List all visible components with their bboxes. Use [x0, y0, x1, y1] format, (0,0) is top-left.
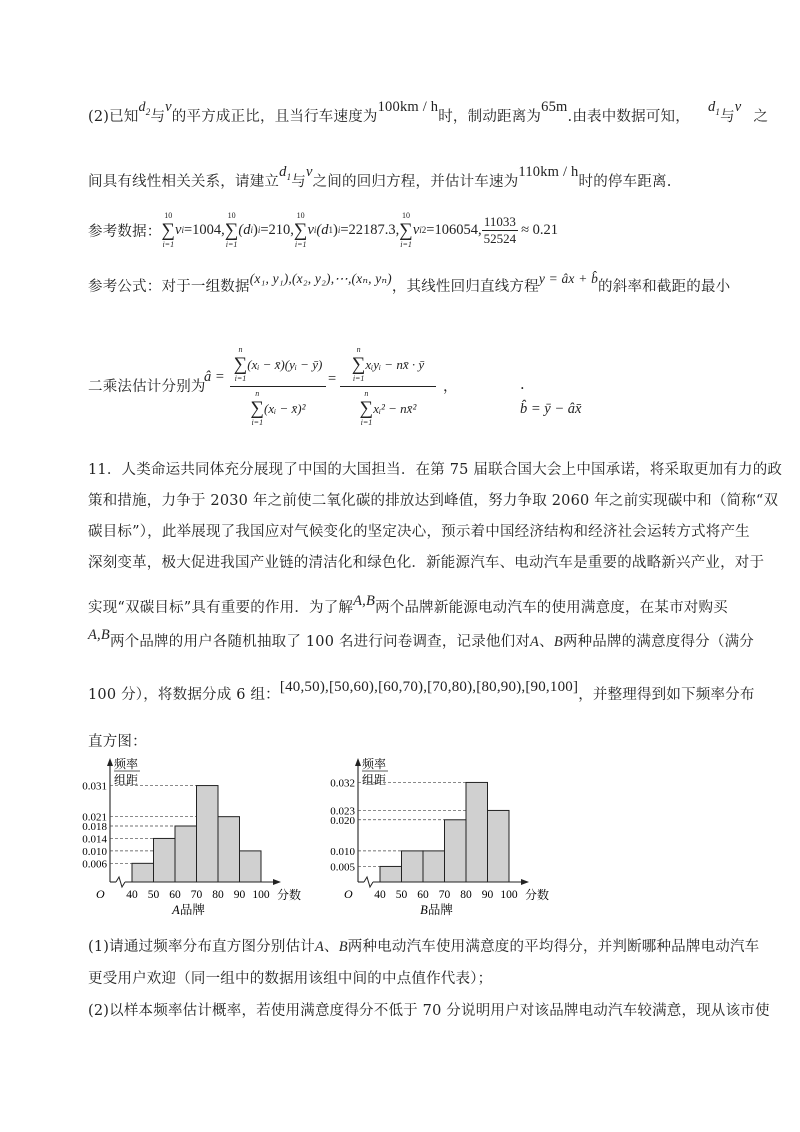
ref-expr2-sub: i — [250, 225, 253, 235]
q11-line1: 11．人类命运共同体充分展现了中国的大国担当．在第 75 届联合国大会上中国承诺，将采取更加有力的政 — [88, 462, 783, 478]
q10-line2-speed: 110km / h — [518, 164, 579, 180]
ref-expr2-close: ) — [252, 221, 258, 238]
sum-top: 10 — [296, 210, 305, 220]
ref-formula-label: 参考公式：对于一组数据 — [88, 278, 250, 295]
q10-line2-d1-sub: 1 — [286, 171, 292, 182]
axis-break-icon — [116, 877, 125, 887]
q11-line5-b: 两个品牌新能源电动汽车的使用满意度，在某市对购买 — [375, 600, 728, 616]
ref-fraction — [482, 214, 519, 247]
ref-sum-1 — [162, 211, 176, 250]
x-tick-label: 70 — [190, 889, 203, 901]
y-axis-arrow-icon — [107, 758, 113, 766]
sum-top: n — [356, 345, 361, 354]
x-tick-label: 80 — [460, 889, 472, 901]
ols-a-hat: â = — [204, 369, 225, 385]
ols-period: . — [520, 377, 525, 393]
x-tick-label: 90 — [481, 889, 494, 901]
ref-expr1-sub: i — [181, 225, 184, 235]
y-tick-label: 0.021 — [82, 811, 107, 824]
chart-title-letter: A — [172, 903, 180, 917]
ref-formula-tail: 的斜率和截距的最小 — [598, 278, 731, 295]
ref-val2: =210, — [260, 221, 294, 238]
sum-bottom: i=1 — [352, 374, 365, 383]
ref-frac-den: 52524 — [483, 230, 517, 246]
ref-val1: =1004, — [184, 221, 225, 238]
sigma-icon: ∑ — [233, 354, 248, 375]
ref-expr3-close: ) — [332, 221, 338, 238]
ref-expr4-sub: i — [419, 225, 422, 235]
y-tick-label: 0.010 — [82, 845, 107, 858]
sum-bottom: i=1 — [234, 374, 247, 383]
q11-sub1-line2: 更受用户欢迎（同一组中的数据用该组中间的中点值作代表）； — [88, 971, 493, 987]
q10-line1-d1-letter: d — [707, 99, 716, 115]
q10-line1-v1: v — [165, 99, 172, 115]
ols-num1: (xᵢ − x̄)(yᵢ − ȳ) — [247, 356, 323, 372]
histogram-a — [70, 758, 330, 918]
ols-comma: ， — [443, 379, 458, 395]
q11-line6-a: 两个品牌的用户各随机抽取了 100 名进行问卷调查，记录他们对 — [109, 634, 531, 650]
ref-approx: ≈ 0.21 — [521, 221, 559, 238]
sum-top: n — [364, 389, 369, 398]
y-label-top: 频率 — [362, 758, 387, 771]
ols-b-hat: b̂ = ȳ − âx̄ — [520, 401, 582, 417]
q11-line7-a: 100 分），将数据分成 6 组： — [88, 687, 280, 703]
histogram-bar — [423, 851, 445, 882]
y-axis-arrow-icon — [355, 758, 361, 766]
sum-bottom: i=1 — [251, 418, 264, 427]
x-tick-label: 80 — [212, 889, 224, 901]
ols-sum-3 — [352, 345, 366, 384]
ref-frac-num: 11033 — [482, 214, 519, 231]
q11-line6-b: 两种品牌的满意度得分（满分 — [562, 634, 754, 650]
ols-fraction-2 — [340, 345, 436, 428]
ols-sum-1 — [234, 345, 248, 384]
sub1-A: A — [314, 939, 325, 955]
x-axis-label: 分数 — [277, 888, 302, 902]
y-tick-label: 0.032 — [330, 777, 355, 790]
histogram-bar — [154, 838, 176, 882]
y-tick-label: 0.005 — [330, 861, 355, 874]
chart-title — [171, 902, 205, 917]
sigma-icon: ∑ — [359, 398, 374, 419]
histogram-b — [318, 758, 578, 918]
q10-line1 — [88, 99, 769, 129]
histogram-bar — [240, 851, 262, 882]
ref-expr3-d: (d — [316, 221, 329, 238]
q11-line6-sep: 、 — [539, 634, 554, 650]
y-tick-label: 0.006 — [82, 858, 107, 871]
q10-line2-text1: 间具有线性相关关系，请建立 — [88, 174, 280, 190]
q10-line2-text3: 时的停车距离. — [578, 174, 672, 190]
q10-ref-formula — [88, 272, 730, 298]
q10-line1-mid: 的平方成正比，且当行车速度为 — [171, 109, 378, 125]
ols-den1: (xᵢ − x̄)² — [264, 400, 306, 416]
y-tick-label: 0.020 — [330, 814, 355, 827]
q10-line1-mid2: 时，制动距离为 — [438, 109, 542, 125]
q11-sub2-line1: (2)以样本频率估计概率，若使用满意度得分不低于 70 分说明用户对该品牌电动汽车较满意，现从该市使 — [88, 1003, 770, 1019]
q11-line2: 策和措施，力争于 2030 年之前使二氧化碳的排放达到峰值，努力争取 2060 年之前实现碳中和（简称“双 — [88, 493, 779, 509]
q10-line1-tail: 之 — [753, 109, 769, 125]
ols-den2: xᵢ² − nx̄² — [373, 400, 417, 416]
ref-sum-3 — [294, 211, 308, 250]
ols-sum-4 — [360, 389, 374, 428]
q11-line5-a: 实现“双碳目标”具有重要的作用．为了解 — [88, 600, 354, 616]
y-label-bottom: 组距 — [114, 773, 139, 787]
sigma-icon: ∑ — [161, 219, 176, 241]
x-tick-label: 40 — [374, 889, 386, 901]
histogram-bar — [402, 851, 424, 882]
histogram-bar — [466, 782, 488, 882]
ref-expr3-d-sub: 1 — [328, 225, 333, 235]
y-tick-label: 0.018 — [82, 821, 107, 833]
q10-line2-d1-letter: d — [279, 164, 287, 180]
x-axis-arrow-icon — [521, 879, 529, 885]
chart-title-rest: 品牌 — [427, 903, 453, 917]
histogram-bar — [445, 820, 467, 882]
sigma-icon: ∑ — [293, 219, 308, 241]
q11-line4: 深刻变革，极大促进我国产业链的清洁化和绿色化．新能源汽车、电动汽车是重要的战略新兴产业，对于 — [88, 555, 765, 571]
q11-line6 — [88, 627, 754, 658]
x-tick-label: 50 — [395, 889, 408, 901]
ols-sum-2 — [251, 389, 265, 428]
ref-formula-mid: ，其线性回归直线方程 — [391, 278, 539, 295]
ref-expr2-sub2: i — [257, 225, 261, 235]
x-tick-label: 40 — [126, 889, 138, 901]
y-tick-label: 0.014 — [82, 833, 107, 846]
x-axis-arrow-icon — [273, 879, 281, 885]
q10-line1-mid3: .由表中数据可知， — [567, 109, 690, 125]
q11-line8: 直方图： — [88, 734, 147, 750]
q10-line1-d1 — [708, 99, 720, 115]
ols-prefix: 二乘法估计分别为 — [88, 379, 206, 395]
histogram-bar — [380, 866, 402, 882]
ref-expr4-sup: 2 — [421, 225, 427, 235]
y-label-bottom: 组距 — [362, 773, 387, 787]
ref-formula-dataset: (x₁, y₁),(x₂, y₂),⋯,(xₙ, yₙ) — [249, 271, 392, 286]
q11-line3: 碳目标”），此举展现了我国应对气候变化的坚定决心，预示着中国经济结构和经济社会运转方式将产生 — [88, 524, 750, 540]
q10-line1-yu1: 与 — [150, 109, 166, 125]
ref-expr3-sub2: i — [337, 225, 341, 235]
x-tick-label: 70 — [438, 889, 451, 901]
q10-line1-prefix: (2)已知 — [88, 109, 139, 125]
q11-line7-intervals: [40,50),[50,60),[60,70),[70,80),[80,90),[90,100] — [279, 679, 579, 695]
y-tick-label: 0.023 — [330, 805, 355, 818]
ref-data-label: 参考数据： — [88, 223, 162, 240]
sub1-sep: 、 — [324, 939, 339, 955]
ref-formula-equation: y = âx + b̂ — [538, 271, 599, 286]
sum-bottom: i=1 — [400, 239, 412, 249]
axis-break-icon — [364, 877, 373, 887]
q10-line2-d1 — [279, 164, 291, 180]
q10-line1-yu2: 与 — [720, 109, 735, 125]
x-tick-label: 60 — [169, 889, 181, 901]
ols-equals: = — [328, 371, 337, 387]
sigma-icon: ∑ — [250, 398, 265, 419]
sigma-icon: ∑ — [224, 219, 239, 241]
x-tick-label: 90 — [233, 889, 246, 901]
q10-line1-d2-letter: d — [138, 100, 146, 115]
sigma-icon: ∑ — [399, 219, 413, 241]
ref-val3: =22187.3, — [340, 221, 400, 238]
q11-line7-b: ，并整理得到如下频率分布 — [578, 687, 755, 703]
q11-line6-A: A — [530, 634, 540, 650]
chart-title-letter: B — [420, 903, 428, 917]
sum-bottom: i=1 — [162, 239, 175, 249]
q11-line6-B: B — [553, 634, 563, 650]
ref-expr3: v — [307, 221, 314, 238]
q10-line2-yu: 与 — [291, 174, 306, 190]
ref-expr2: (d — [238, 221, 251, 238]
q10-line2 — [88, 164, 672, 194]
sum-bottom: i=1 — [294, 239, 307, 249]
sum-top: 10 — [402, 210, 411, 220]
sub1-b: 两种电动汽车使用满意度的平均得分，并判断哪种品牌电动汽车 — [347, 939, 760, 955]
ref-expr3-sub: i — [313, 225, 317, 235]
sum-bottom: i=1 — [360, 418, 373, 427]
origin-label: O — [96, 887, 105, 901]
ols-fraction-1 — [230, 345, 326, 428]
q10-line2-v: v — [305, 164, 313, 180]
x-tick-label: 100 — [252, 889, 270, 901]
ref-expr1: v — [175, 221, 182, 238]
ref-sum-4 — [399, 211, 413, 250]
sub1-B: B — [338, 939, 348, 955]
sum-top: 10 — [164, 210, 173, 220]
q10-line1-speed: 100km / h — [377, 99, 439, 115]
ref-expr4: v — [412, 221, 420, 238]
y-tick-label: 0.031 — [82, 780, 107, 793]
q11-line5-ab: A,B — [353, 593, 376, 609]
q11-line6-ab: A,B — [88, 627, 110, 643]
histogram-bar — [488, 810, 510, 882]
sigma-icon: ∑ — [351, 354, 366, 375]
histogram-bar — [197, 786, 219, 882]
sub1-a: (1)请通过频率分布直方图分别估计 — [88, 939, 315, 955]
ref-sum-2 — [225, 211, 239, 250]
ref-val4: =106054, — [426, 221, 482, 238]
q10-line2-text2: 之间的回归方程，并估计车速为 — [312, 174, 519, 190]
histogram-bar — [175, 826, 197, 882]
sum-top: n — [238, 345, 243, 354]
q10-ref-data — [88, 212, 558, 248]
histogram-bar — [132, 863, 154, 882]
q11-line7 — [88, 680, 755, 711]
q10-line1-v2: v — [734, 99, 742, 115]
q11-line5 — [88, 593, 728, 624]
q10-line1-dist: 65m — [541, 99, 568, 115]
x-axis-label: 分数 — [525, 888, 550, 902]
x-tick-label: 50 — [147, 889, 160, 901]
y-label-top: 频率 — [114, 758, 139, 771]
ols-num2: xᵢyᵢ − nx̄ · ȳ — [365, 356, 425, 372]
y-tick-label: 0.010 — [330, 845, 355, 858]
sum-bottom: i=1 — [225, 239, 238, 249]
q10-line1-d1-sub: 1 — [715, 106, 721, 117]
origin-label: O — [344, 887, 353, 901]
sum-top: n — [255, 389, 260, 398]
x-tick-label: 100 — [500, 889, 518, 901]
chart-title-rest: 品牌 — [179, 903, 205, 917]
q11-sub1-line1 — [88, 935, 759, 956]
histogram-bar — [218, 817, 240, 882]
chart-title — [420, 902, 453, 917]
sum-top: 10 — [227, 210, 236, 220]
q10-line1-d2-sub: 2 — [145, 106, 151, 117]
x-tick-label: 60 — [417, 889, 429, 901]
q10-line1-d2 — [139, 100, 151, 115]
